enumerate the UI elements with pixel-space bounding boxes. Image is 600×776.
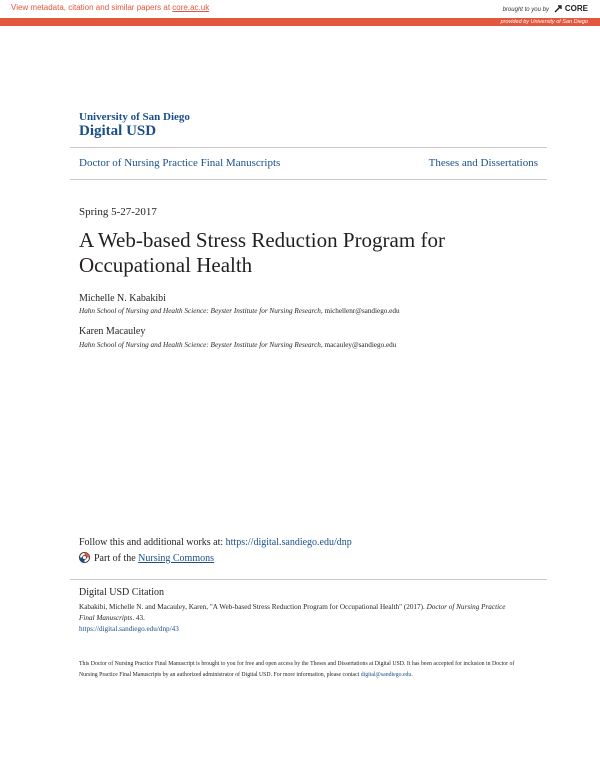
category-link[interactable]: Theses and Dissertations [428,157,538,169]
author-name: Karen Macauley [79,326,146,337]
notice-text: This Doctor of Nursing Practice Final Manuscript is brought to you for free and open access by the Theses and Dissertations at Digital USD. It has been accepted for inclusion in Doctor of Nursing Practice Final Manuscripts by an authorized administrator of Digital USD. For more information, please contact [79,661,515,678]
author-affiliation [79,307,400,315]
commons-icon [79,552,90,566]
core-provider-bar [0,18,600,26]
nursing-commons-link[interactable]: Nursing Commons [138,553,214,564]
university-name[interactable]: University of San Diego [79,111,190,123]
publication-date: Spring 5-27-2017 [79,206,157,218]
core-metadata-text [11,3,209,12]
core-logo-text: CORE [564,4,588,14]
divider [70,579,547,580]
divider [70,147,547,148]
author-email: , michellenr@sandiego.edu [320,307,400,315]
follow-url-link[interactable]: https://digital.sandiego.edu/dnp [225,537,352,548]
author-affiliation [79,341,396,349]
citation-url-link[interactable]: https://digital.sandiego.edu/dnp/43 [79,625,179,633]
access-notice [79,659,529,681]
follow-label: Follow this and additional works at: [79,537,226,548]
core-logo-icon [553,4,563,14]
core-link[interactable]: core.ac.uk [172,3,210,12]
notice-end: . [411,672,413,678]
series-link[interactable]: Doctor of Nursing Practice Final Manuscripts [79,157,281,169]
citation-body: Kabakibi, Michelle N. and Macauley, Karen, "A Web-based Stress Reduction Program for Occupational Health" (2017). [79,603,427,611]
affiliation-text: Hahn School of Nursing and Health Science: Beyster Institute for Nursing Research [79,341,321,349]
follow-line [79,537,352,548]
part-of-line [79,552,214,566]
core-banner [0,0,600,18]
affiliation-text: Hahn School of Nursing and Health Science: Beyster Institute for Nursing Research [79,307,321,315]
citation-text [79,602,519,635]
contact-email-link[interactable]: digital@sandiego.edu [360,672,412,678]
provided-by-text: provided by University of San Diego [500,19,588,25]
core-brought-by [503,4,588,14]
paper-title: A Web-based Stress Reduction Program for Occupational Health [79,228,445,277]
brought-by-label: brought to you by [502,7,549,14]
author-email: , macauley@sandiego.edu [320,341,397,349]
core-logo[interactable] [553,4,588,13]
repository-name[interactable]: Digital USD [79,123,157,139]
core-metadata-label: View metadata, citation and similar papers at [11,3,173,12]
citation-journal: Doctor of Nursing Practice Final Manuscripts [79,603,506,622]
author-name: Michelle N. Kabakibi [79,293,166,304]
part-of-label: Part of the [94,553,139,564]
citation-number: . 43. [132,614,145,622]
citation-heading: Digital USD Citation [79,587,164,598]
divider [70,179,547,180]
